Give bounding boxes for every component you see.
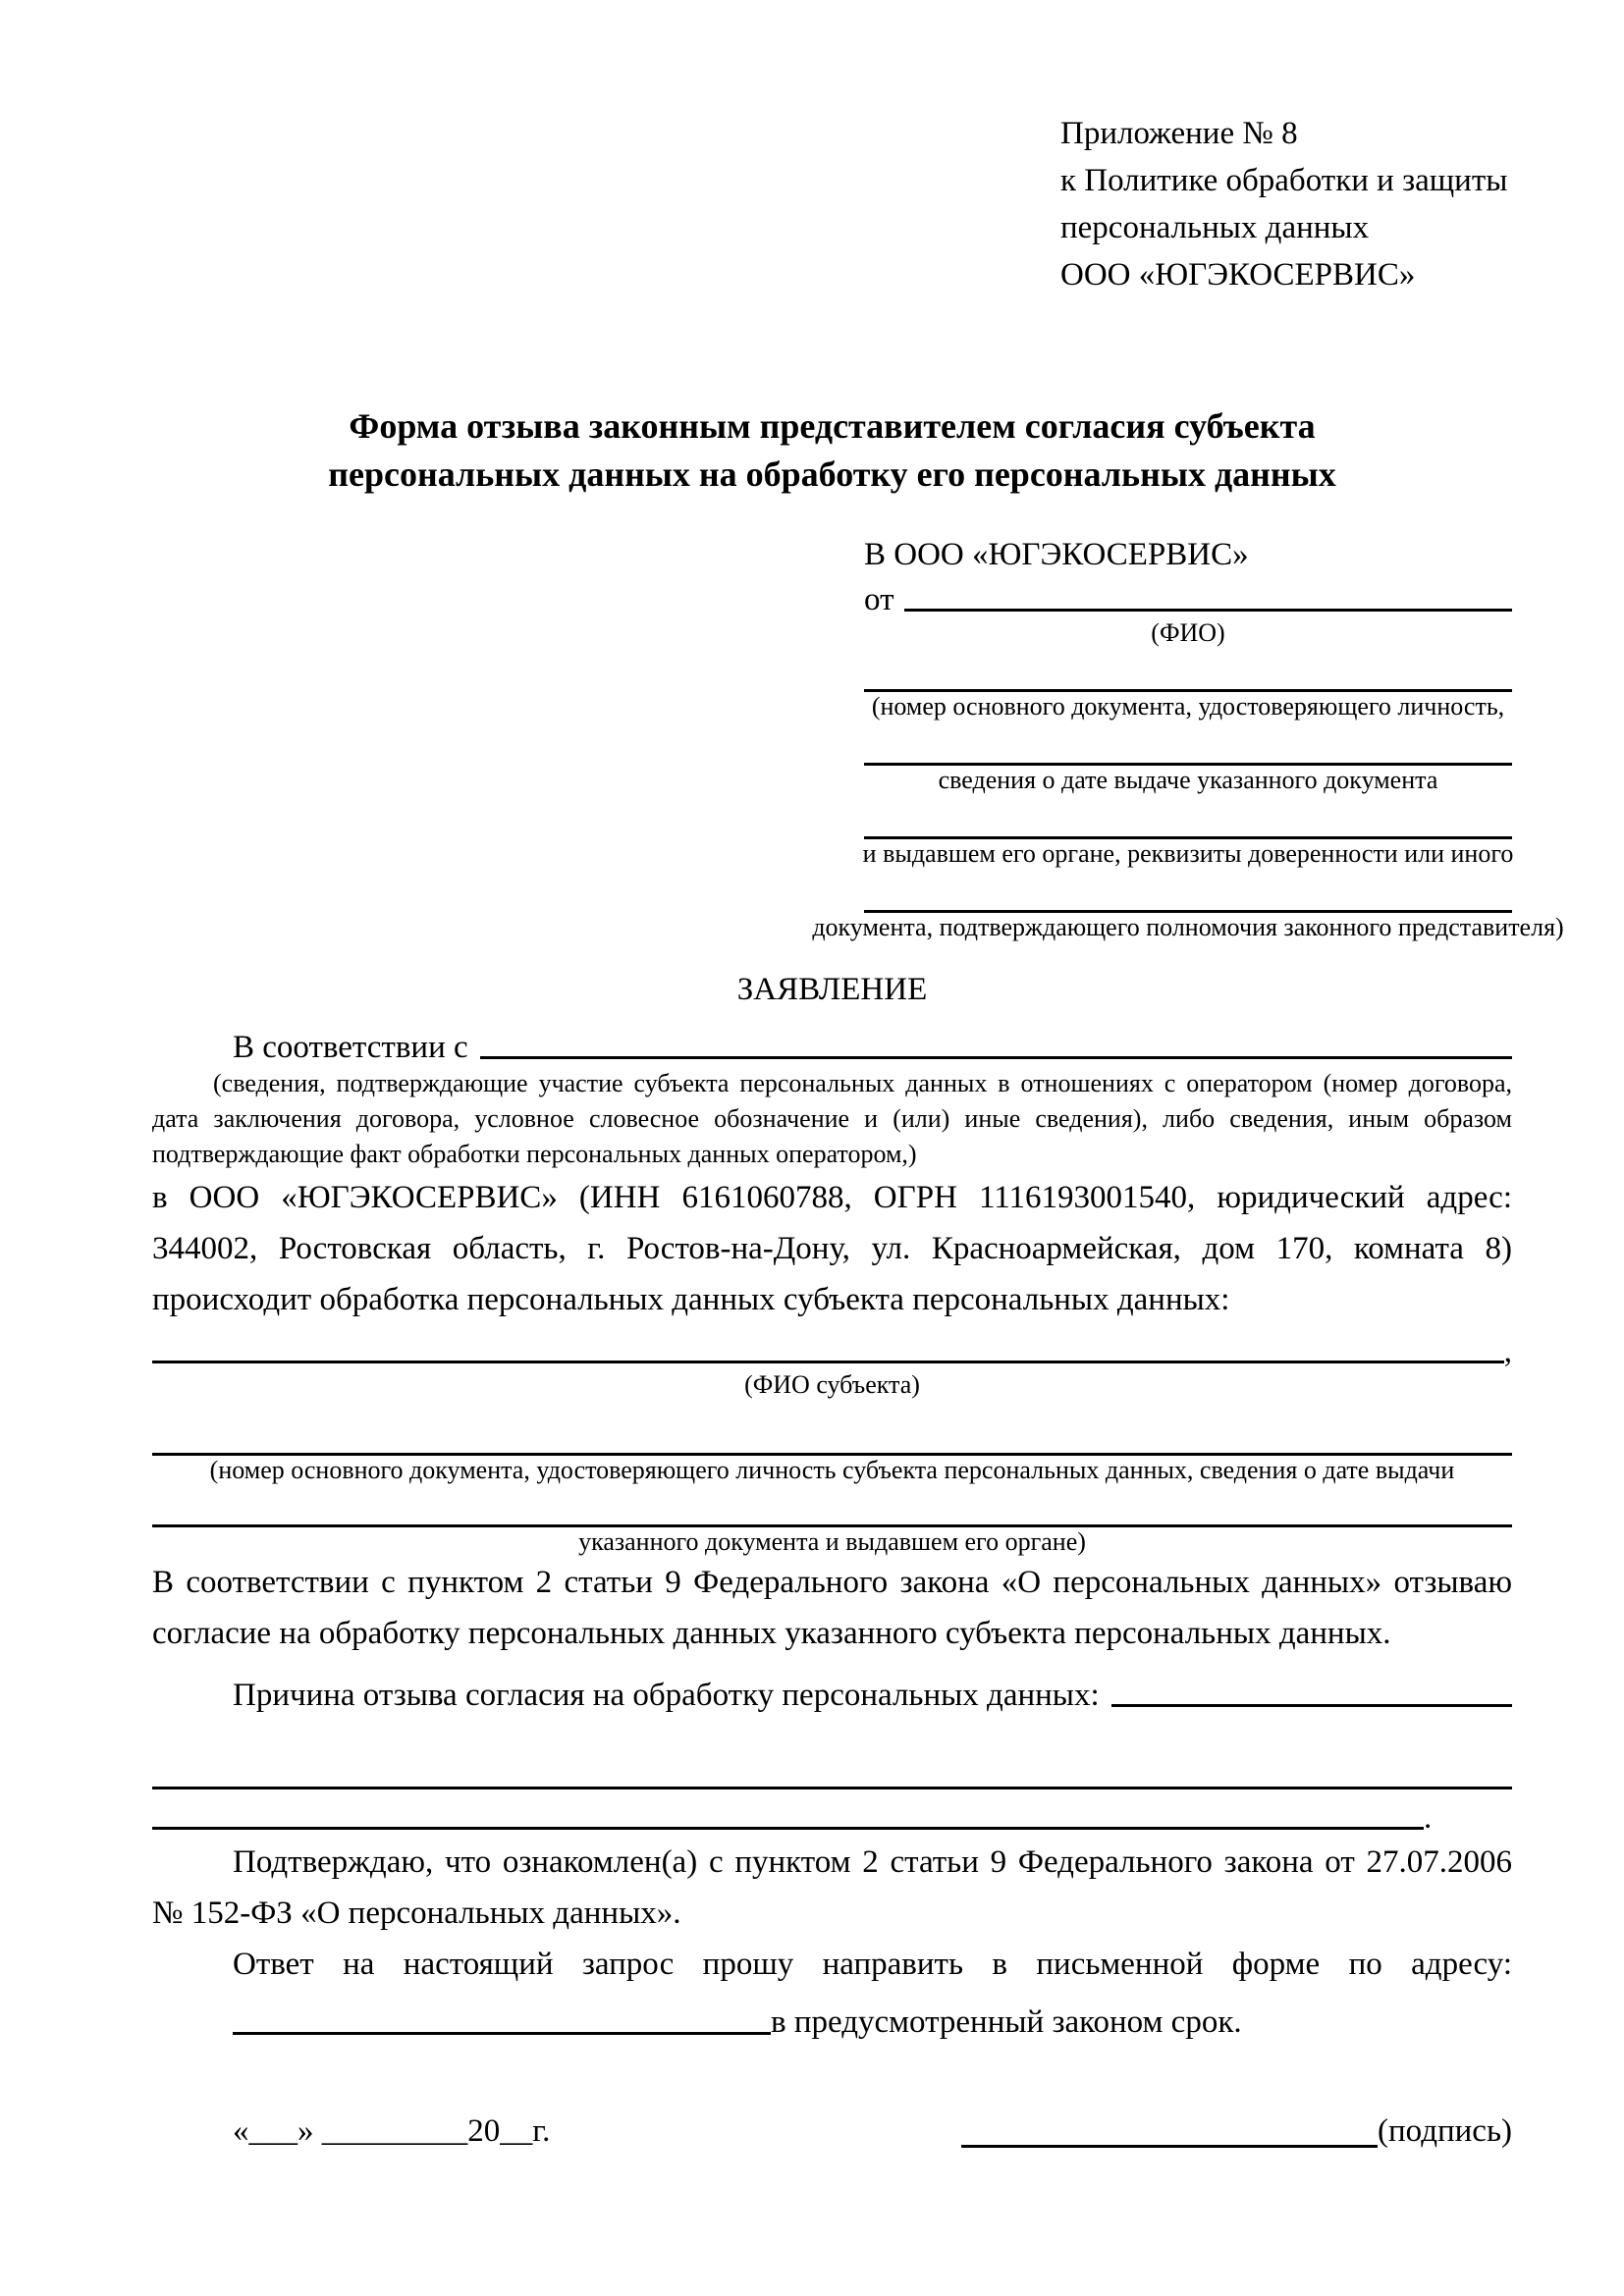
subject-fio-comma: , [1503,1334,1512,1369]
reply-suffix: в предусмотренный законом срок. [771,2004,1242,2040]
doc-caption-1: (номер основного документа, удостоверяющего личность, [871,692,1505,721]
subject-fio-blank-line [152,1351,1504,1363]
subject-doc-caption-2: указанного документа и выдавшем его органе) [578,1527,1086,1556]
confirmation-paragraph: Подтверждаю, что ознакомлен(а) с пунктом 2 статьи 9 Федерального закона от 27.07.2006 № 152-ФЗ «О персональных данных». [152,1844,1512,1931]
document-title [152,402,1512,499]
appendix-line-2: к Политике обработки и защиты [1060,163,1508,198]
representative-doc-row-1 [864,666,1512,721]
document-title-line-2: персональных данных на обработку его персональных данных [328,454,1336,494]
signature-blank-line [961,2135,1378,2148]
signature-field [961,2109,1512,2154]
appendix-line-1: Приложение № 8 [1060,116,1298,151]
blank-line [864,813,1512,839]
doc-caption-4: документа, подтверждающего полномочия законного представителя) [812,913,1564,941]
signature-caption: (подпись) [1378,2113,1512,2149]
trailing-period: . [1424,1800,1433,1836]
addressee-block [812,534,1564,942]
reply-address-prefix: Ответ на настоящий запрос прошу направить в письменной форме по адресу: [233,1947,1512,1982]
doc-caption-3: и выдавшем его органе, реквизиты доверенности или иного [862,839,1514,868]
reason-extra-blank-line-1 [152,1763,1512,1789]
blank-line [864,666,1512,692]
appendix-line-4: ООО «ЮГЭКОСЕРВИС» [1060,257,1416,293]
document-title-line-1: Форма отзыва законным представителем согласия субъекта [349,406,1316,446]
representative-doc-row-4 [812,886,1564,942]
reason-prefix: Причина отзыва согласия на обработку персональных данных: [233,1678,1100,1713]
reason-extra-blank-line-2 [152,1817,1424,1830]
according-prefix: В соответствии с [233,1030,468,1065]
addressee-organization: В ООО «ЮГЭКОСЕРВИС» [864,537,1249,572]
reply-address-field [152,1990,1512,2041]
doc-caption-2: сведения о дате выдаче указанного документа [938,766,1438,794]
operator-paragraph: в ООО «ЮГЭКОСЕРВИС» (ИНН 6161060788, ОГРН 1116193001540, юридический адрес: 344002, Ростовская область, г. Ростов-на-Дону, ул. Красноармейская, дом 170, комната 8) происходит обработка персональных данных субъекта персональных данных: [152,1180,1512,1317]
according-blank-line [480,1046,1512,1059]
reply-address-blank-line [233,2022,771,2035]
withdrawal-paragraph: В соответствии с пунктом 2 статьи 9 Федерального закона «О персональных данных» отзываю согласие на обработку персональных данных указанного субъекта персональных данных. [152,1565,1512,1651]
subject-doc-caption-1: (номер основного документа, удостоверяющего личность субъекта персональных данных, сведения о дате выдачи [209,1456,1455,1484]
subject-doc-blank-line-1 [152,1429,1512,1456]
fio-caption: (ФИО) [1151,618,1225,647]
date-signature-row [152,2109,1512,2154]
reason-blank-line [1111,1694,1512,1707]
statement-heading: ЗАЯВЛЕНИЕ [736,972,928,1007]
according-field [152,1015,1512,1066]
subject-doc-blank-line-2 [152,1501,1512,1527]
reason-field [152,1663,1512,1714]
subject-fio-field [152,1333,1512,1370]
date-blank: «___» _________20__г. [233,2113,551,2149]
representative-doc-row-2 [864,739,1512,795]
reason-extra-blank-row-2 [152,1799,1512,1837]
appendix-note [1060,110,1512,298]
fio-blank-line [904,599,1513,612]
appendix-line-3: персональных данных [1060,210,1370,245]
representative-doc-row-3 [864,813,1512,869]
fine-print-note: (сведения, подтверждающие участие субъекта персональных данных в отношениях с оператором (номер договора, дата заключения договора, условное словесное обозначение и (или) иные сведения), либо сведения, иным образом подтверждающие факт обработки персональных данных оператором,) [152,1069,1512,1168]
blank-line [864,739,1512,766]
from-field [864,575,1512,618]
from-label: от [864,582,894,617]
subject-fio-caption: (ФИО субъекта) [744,1370,920,1399]
blank-line [864,886,1512,913]
